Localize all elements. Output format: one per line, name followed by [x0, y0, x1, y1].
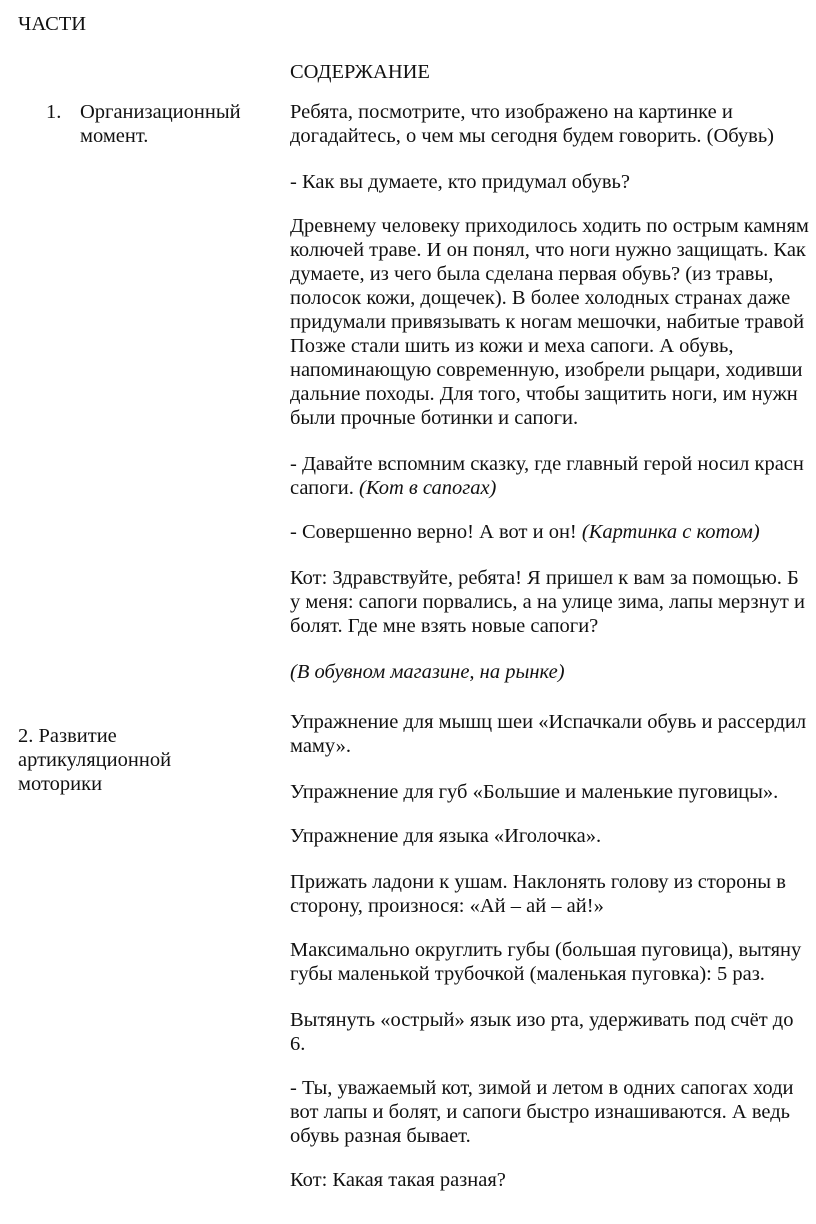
text-span: сапоги.: [290, 477, 360, 499]
text-line: [290, 520, 760, 544]
paragraph-cat-picture: [290, 520, 760, 544]
text-line: 6.: [290, 1033, 306, 1055]
text-span: - Совершенно верно! А вот и он!: [290, 521, 582, 543]
text-line: сторону, произнося: «Ай – ай – ай!»: [290, 895, 604, 917]
text-line: обувь разная бывает.: [290, 1125, 471, 1147]
paragraph-lips-exercise: [290, 780, 778, 804]
text-line: напоминающую современную, изобрели рыцари, ходивши: [290, 359, 803, 381]
text-line: дальние походы. Для того, чтобы защитить ноги, им нужн: [290, 383, 798, 405]
text-line: (В обувном магазине, на рынке): [290, 661, 565, 683]
text-line: полосок кожи, дощечек). В более холодных странах даже: [290, 287, 791, 309]
text-line: Упражнение для языка «Иголочка».: [290, 825, 602, 847]
paragraph-neck-exercise: [290, 710, 806, 758]
text-line: думаете, из чего была сделана первая обувь? (из травы,: [290, 263, 774, 285]
parts-heading: ЧАСТИ: [18, 13, 87, 35]
text-line: губы маленькой трубочкой (маленькая пуговка): 5 раз.: [290, 963, 765, 985]
section-1-title-line1: Организационный: [80, 101, 241, 123]
section-2-title-line3: моторики: [18, 773, 103, 795]
text-line: - Как вы думаете, кто придумал обувь?: [290, 171, 630, 193]
text-line: колючей траве. И он понял, что ноги нужно защищать. Как: [290, 239, 806, 261]
section-1-number: 1.: [46, 101, 62, 123]
paragraph-cat-boots: [290, 1076, 793, 1148]
paragraph-answer: [290, 660, 565, 684]
paragraph-fairytale: [290, 452, 804, 500]
text-line: Позже стали шить из кожи и меха сапоги. А обувь,: [290, 335, 734, 357]
text-line: Древнему человеку приходилось ходить по острым камням: [290, 215, 809, 237]
text-line: - Давайте вспомним сказку, где главный герой носил красн: [290, 453, 804, 475]
paragraph-history: [290, 214, 809, 430]
text-line: придумали привязывать к ногам мешочки, набитые травой: [290, 311, 805, 333]
paragraph-intro: [290, 100, 774, 148]
section-1-title-line2: момент.: [80, 125, 149, 147]
content-heading: СОДЕРЖАНИЕ: [290, 61, 430, 83]
text-line: Кот: Здравствуйте, ребята! Я пришел к вам за помощью. Б: [290, 567, 799, 589]
paragraph-tongue-instructions: [290, 1008, 793, 1056]
paragraph-tongue-exercise: [290, 824, 601, 848]
text-line: Максимально округлить губы (большая пуговица), вытяну: [290, 939, 802, 961]
text-line: болят. Где мне взять новые сапоги?: [290, 615, 599, 637]
text-line: Вытянуть «острый» язык изо рта, удерживать под счёт до: [290, 1009, 794, 1031]
text-line: догадайтесь, о чем мы сегодня будем говорить. (Обувь): [290, 125, 775, 147]
paragraph-cat-speech: [290, 566, 805, 638]
remark-italic: (Картинка с котом): [581, 521, 760, 543]
text-line: - Ты, уважаемый кот, зимой и летом в одних сапогах ходи: [290, 1077, 794, 1099]
text-line: Ребята, посмотрите, что изображено на картинке и: [290, 101, 733, 123]
text-line: Упражнение для губ «Большие и маленькие пуговицы».: [290, 781, 779, 803]
text-line: Кот: Какая такая разная?: [290, 1169, 506, 1191]
text-line: Упражнение для мышц шеи «Испачкали обувь и рассердил: [290, 711, 807, 733]
paragraph-neck-instructions: [290, 870, 786, 918]
text-line: [290, 476, 804, 500]
text-line: маму».: [290, 735, 352, 757]
answer-italic: (Кот в сапогах): [359, 477, 497, 499]
section-2-title-line1: 2. Развитие: [18, 725, 117, 747]
paragraph-cat-question: [290, 1168, 506, 1192]
text-line: вот лапы и болят, и сапоги быстро изнашиваются. А ведь: [290, 1101, 791, 1123]
paragraph-lips-instructions: [290, 938, 801, 986]
text-line: были прочные ботинки и сапоги.: [290, 407, 579, 429]
text-line: Прижать ладони к ушам. Наклонять голову из стороны в: [290, 871, 786, 893]
section-2-title-line2: артикуляционной: [18, 749, 172, 771]
paragraph-question: [290, 170, 630, 194]
text-line: у меня: сапоги порвались, а на улице зима, лапы мерзнут и: [290, 591, 805, 613]
